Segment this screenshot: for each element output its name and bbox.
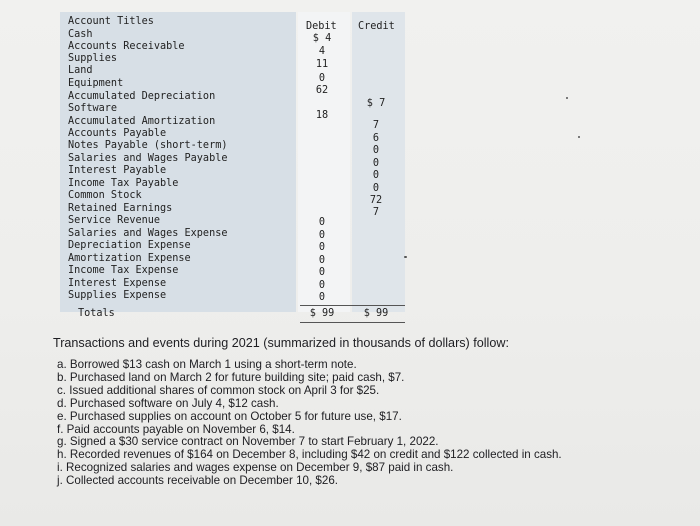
transaction-item: b. Purchased land on March 2 for future building site; paid cash, $7. [57, 370, 405, 384]
totals-label: Totals [78, 308, 115, 319]
credit-value: 72 [369, 195, 383, 206]
account-name: Accumulated Depreciation [68, 91, 216, 102]
transaction-item: e. Purchased supplies on account on October 5 for future use, $17. [57, 409, 402, 423]
debit-value: 4 [318, 46, 326, 57]
debit-value: 0 [318, 73, 326, 84]
debit-value: 0 [318, 217, 326, 228]
debit-value: 0 [318, 230, 326, 241]
account-name: Salaries and Wages Expense [68, 228, 228, 239]
credit-value: 0 [372, 170, 380, 181]
account-name: Accounts Payable [68, 128, 167, 139]
header-debit: Debit [306, 21, 337, 32]
account-name: Supplies [68, 53, 118, 64]
transaction-item: j. Collected accounts receivable on December 10, $26. [57, 474, 338, 488]
speck-mark [404, 256, 407, 258]
transaction-item: c. Issued additional shares of common stock on April 3 for $25. [57, 383, 380, 397]
account-name: Common Stock [68, 190, 142, 201]
account-name: Amortization Expense [68, 253, 191, 264]
account-name: Salaries and Wages Payable [68, 153, 228, 164]
account-name: Service Revenue [68, 215, 161, 226]
account-name: Interest Expense [68, 278, 167, 289]
account-name: Accounts Receivable [68, 41, 185, 52]
account-name: Interest Payable [68, 165, 167, 176]
credit-value: $ 7 [366, 98, 386, 109]
totals-double-rule [300, 322, 405, 323]
account-name: Income Tax Payable [68, 178, 179, 189]
header-account-titles: Account Titles [68, 16, 154, 27]
credit-value: 0 [372, 183, 380, 194]
totals-debit: $ 99 [309, 308, 335, 319]
transaction-item: f. Paid accounts payable on November 6, $14. [57, 422, 295, 436]
debit-value: 62 [315, 85, 329, 96]
debit-value: $ 4 [312, 33, 332, 44]
account-name: Accumulated Amortization [68, 116, 216, 127]
account-name: Land [68, 65, 93, 76]
account-name: Software [68, 103, 118, 114]
header-credit: Credit [358, 21, 395, 32]
account-name: Equipment [68, 78, 124, 89]
account-name: Retained Earnings [68, 203, 173, 214]
debit-value: 0 [318, 292, 326, 303]
debit-value: 0 [318, 280, 326, 291]
credit-value: 7 [372, 207, 380, 218]
transaction-item: i. Recognized salaries and wages expense on December 9, $87 paid in cash. [57, 461, 454, 475]
credit-value: 6 [372, 133, 380, 144]
credit-value: 7 [372, 120, 380, 131]
debit-value: 0 [318, 242, 326, 253]
transactions-list [57, 359, 562, 488]
transactions-intro: Transactions and events during 2021 (summarized in thousands of dollars) follow: [53, 336, 509, 350]
debit-value: 18 [315, 110, 329, 121]
transaction-item: h. Recorded revenues of $164 on December 8, including $42 on credit and $122 collected in cash. [57, 448, 562, 462]
totals-rule [300, 305, 405, 306]
totals-credit: $ 99 [363, 308, 389, 319]
debit-value: 0 [318, 255, 326, 266]
credit-value: 0 [372, 145, 380, 156]
account-name: Cash [68, 29, 93, 40]
account-name: Depreciation Expense [68, 240, 191, 251]
account-name: Notes Payable (short-term) [68, 140, 228, 151]
debit-value: 11 [315, 59, 329, 70]
speck-mark [578, 136, 580, 138]
credit-value: 0 [372, 158, 380, 169]
speck-mark [566, 97, 568, 99]
account-name: Supplies Expense [68, 290, 167, 301]
trial-balance-table [60, 12, 405, 324]
transaction-item: g. Signed a $30 service contract on November 7 to start February 1, 2022. [57, 435, 439, 449]
transaction-item: a. Borrowed $13 cash on March 1 using a short-term note. [57, 358, 357, 371]
account-name: Income Tax Expense [68, 265, 179, 276]
debit-value: 0 [318, 267, 326, 278]
transaction-item: d. Purchased software on July 4, $12 cash. [57, 396, 279, 410]
